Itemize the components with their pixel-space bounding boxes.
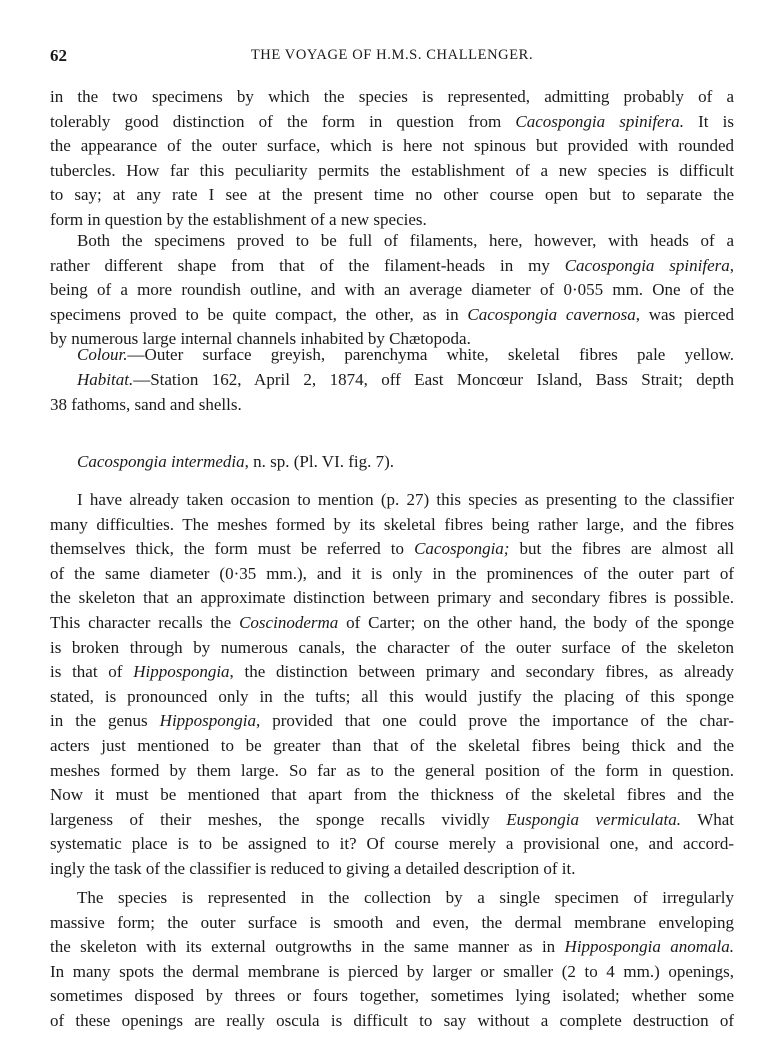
text-line (50, 808, 734, 832)
text-line: in the two specimens by which the species is represented, admitting probably of a (50, 87, 734, 106)
text-segment: specimens proved to be quite compact, the other, as in (50, 304, 468, 324)
text-line: of these openings are really oscula is difficult to say without a complete destruction of (50, 1011, 734, 1030)
text-line: stated, is pronounced only in the tufts; all this would justify the placing of this sponge (50, 686, 734, 706)
text-line: The species is represented in the collection by a single specimen of irregularly (77, 888, 734, 907)
running-head (50, 46, 734, 70)
text-segment: , provided that one could prove the importance of the char- (256, 711, 734, 731)
text-segment: largeness of their meshes, the sponge recalls vividly (50, 809, 507, 829)
text-segment: , the distinction between primary and secondary fibres, as already (229, 662, 734, 682)
taxon-name: Cacospongia spinifera. (515, 111, 684, 131)
text-line: sometimes disposed by threes or fours together, sometimes lying isolated; whether some (50, 986, 734, 1006)
text-segment: It is (683, 111, 734, 131)
habitat-line (77, 368, 734, 392)
text-segment: in the genus (50, 711, 160, 731)
text-line: being of a more roundish outline, and with an average diameter of 0·055 mm. One of the (50, 280, 734, 300)
text-line: many difficulties. The meshes formed by its skeletal fibres being rather large, and the fibres (50, 514, 734, 534)
text-line (50, 935, 734, 959)
colour-label: Colour. (77, 345, 128, 364)
text-line (50, 709, 734, 733)
text-segment: the skeleton with its external outgrowths in the same manner as in (50, 937, 565, 957)
taxon-name: Cacospongia spinifera (564, 255, 730, 275)
taxon-name: Coscinoderma (239, 613, 339, 632)
text-line: form in question by the establishment of a new species. (50, 210, 427, 229)
habitat-continuation: 38 fathoms, sand and shells. (50, 395, 242, 414)
text-line (50, 254, 734, 278)
page-number: 62 (50, 46, 67, 65)
text-segment: What (680, 809, 735, 829)
taxon-name: Euspongia vermiculata. (506, 809, 681, 829)
text-segment: , was pierced (635, 304, 735, 324)
text-line: the skeleton that an approximate distinction between primary and secondary fibres is possible. (50, 588, 734, 608)
habitat-label: Habitat. (77, 370, 134, 389)
text-line: systematic place is to be assigned to it? Of course merely a provisional one, and accord- (50, 834, 734, 854)
text-line: tubercles. How far this peculiarity permits the establishment of a new species is difficult (50, 160, 734, 180)
taxon-name: Cacospongia; (414, 539, 510, 559)
text-line: to say; at any rate I see at the present time no other course open but to separate the (50, 185, 734, 205)
species-heading-rest: , n. sp. (Pl. VI. fig. 7). (244, 452, 395, 471)
running-title: THE VOYAGE OF H.M.S. CHALLENGER. (250, 47, 534, 63)
taxon-name: Hippospongia anomala. (564, 937, 734, 957)
text-segment: themselves thick, the form must be referred to (50, 539, 415, 559)
colour-line (77, 343, 734, 367)
text-line (50, 660, 734, 684)
text-line (50, 611, 734, 635)
text-line: by numerous large internal channels inhabited by Chætopoda. (50, 329, 471, 349)
text-segment: tolerably good distinction of the form in question from (50, 111, 516, 131)
text-segment: is that of (50, 662, 134, 682)
text-line: I have already taken occasion to mention (p. 27) this species as presenting to the classifier (77, 490, 734, 509)
text-segment: , (729, 255, 734, 275)
text-line: In many spots the dermal membrane is pierced by larger or smaller (2 to 4 mm.) openings, (50, 961, 734, 981)
habitat-text: —Station 162, April 2, 1874, off East Moncœur Island, Bass Strait; depth (133, 370, 734, 389)
text-segment: rather different shape from that of the filament-heads in my (50, 255, 565, 275)
text-line: Now it must be mentioned that apart from the thickness of the skeletal fibres and the (50, 785, 734, 805)
text-line: of the same diameter (0·35 mm.), and it is only in the prominences of the outer part of (50, 563, 734, 583)
text-segment: of Carter; on the other hand, the body of the sponge (338, 613, 734, 632)
taxon-name: Cacospongia cavernosa (467, 304, 636, 324)
text-line: massive form; the outer surface is smooth and even, the dermal membrane enveloping (50, 912, 734, 932)
text-line: the appearance of the outer surface, which is here not spinous but provided with rounded (50, 136, 734, 156)
species-name: Cacospongia intermedia (77, 452, 245, 471)
text-line: Both the specimens proved to be full of filaments, here, however, with heads of a (77, 231, 734, 250)
text-line: is broken through by numerous canals, the character of the outer surface of the skeleton (50, 637, 734, 657)
taxon-name: Hippospongia (159, 711, 257, 731)
text-segment: This character recalls the (50, 613, 240, 632)
text-line (50, 537, 734, 561)
taxon-name: Hippospongia (133, 662, 230, 682)
colour-text: —Outer surface greyish, parenchyma white, skeletal fibres pale yellow. (127, 345, 734, 364)
text-segment: but the fibres are almost all (509, 539, 734, 559)
species-heading (77, 450, 394, 474)
text-line: meshes formed by them large. So far as to the general position of the form in question. (50, 760, 734, 780)
text-line: acters just mentioned to be greater than that of the skeletal fibres being thick and the (50, 736, 734, 755)
text-line: ingly the task of the classifier is reduced to giving a detailed description of it. (50, 859, 576, 878)
text-line (50, 303, 734, 327)
text-line (50, 110, 734, 134)
